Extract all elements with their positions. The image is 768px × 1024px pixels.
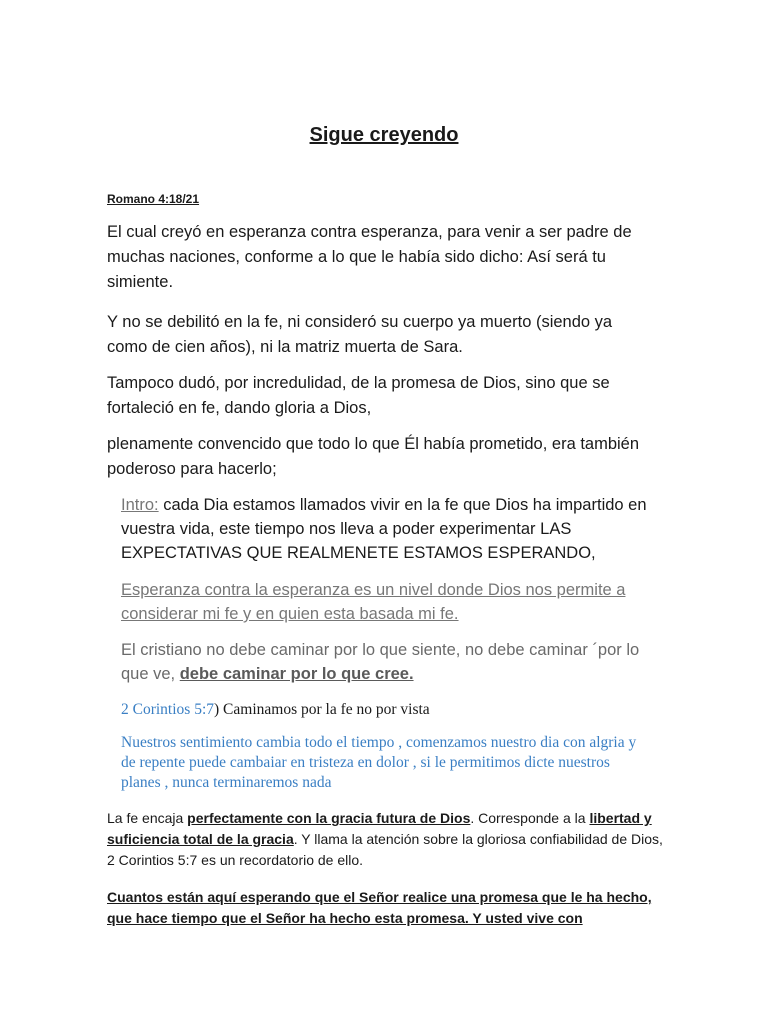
esperanza-paragraph: Esperanza contra la esperanza es un nivel donde Dios nos permite a considerar mi fe y en quien esta basada mi fe. <box>121 581 626 623</box>
fe-text-3: . Y llama la atención sobre la gloriosa confiabilidad de Dios, 2 Corintios 5:7 es un recordatorio de ello. <box>107 831 663 868</box>
fe-paragraph <box>107 808 667 871</box>
corintios-text: ) Caminamos por la fe no por vista <box>214 701 430 718</box>
paragraph-2: Y no se debilitó en la fe, ni consideró su cuerpo ya muerto (siendo ya como de cien años), ni la matriz muerta de Sara. <box>107 313 613 356</box>
fe-emphasis-1: perfectamente con la gracia futura de Dios <box>187 810 471 826</box>
intro-text: cada Dia estamos llamados vivir en la fe que Dios ha impartido en vuestra vida, este tiempo nos lleva a poder experimentar LAS EXPECTATIVAS QUE REALMENETE ESTAMOS ESPERANDO, <box>121 496 647 562</box>
paragraph-4: plenamente convencido que todo lo que Él había prometido, era también poderoso para hacerlo; <box>107 435 640 478</box>
fe-emphasis-2: libertad y suficiencia total de la gracia <box>107 810 652 847</box>
cristiano-text: El cristiano no debe caminar por lo que siente, no debe caminar ´por lo que ve, <box>121 641 640 683</box>
paragraph-1: El cual creyó en esperanza contra esperanza, para venir a ser padre de muchas naciones, conforme a lo que le había sido dicho: Así será tu simiente. <box>107 223 632 291</box>
fe-text-1: La fe encaja <box>107 810 188 826</box>
cuantos-paragraph: Cuantos están aquí esperando que el Señor realice una promesa que le ha hecho, que hace tiempo que el Señor ha hecho esta promesa. Y usted vive con <box>107 889 652 926</box>
paragraph-3: Tampoco dudó, por incredulidad, de la promesa de Dios, sino que se fortaleció en fe, dando gloria a Dios, <box>107 374 610 417</box>
intro-paragraph <box>121 493 651 565</box>
fe-text-2: . Corresponde a la <box>470 810 590 826</box>
corintios-verse <box>121 699 430 721</box>
document-title: Sigue creyendo <box>309 124 459 146</box>
cristiano-emphasis: debe caminar por lo que cree. <box>179 665 414 683</box>
sentimiento-paragraph: Nuestros sentimiento cambia todo el tiempo , comenzamos nuestro dia con algria y de repente puede cambaiar en tristeza en dolor , si le permitimos dicte nuestros planes , nunca terminaremos nada <box>121 734 637 791</box>
cristiano-paragraph <box>121 638 651 686</box>
intro-label: Intro: <box>121 496 159 514</box>
corintios-reference: 2 Corintios 5:7 <box>121 701 215 718</box>
scripture-reference: Romano 4:18/21 <box>107 192 200 206</box>
